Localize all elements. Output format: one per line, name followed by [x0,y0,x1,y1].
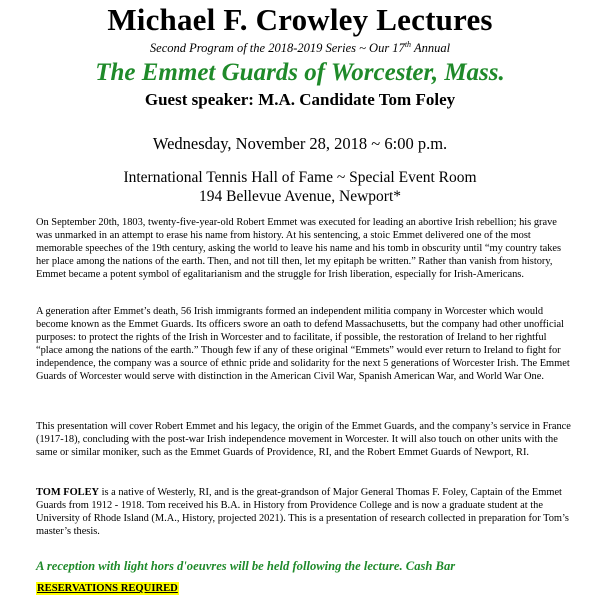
event-title: The Emmet Guards of Worcester, Mass. [95,59,505,86]
guest-speaker: Guest speaker: M.A. Candidate Tom Foley [144,90,456,109]
speaker-name: TOM FOLEY [36,487,100,498]
series-subtitle-main: Second Program of the 2018-2019 Series ~ Our 17 [149,41,405,55]
series-subtitle [0,41,600,56]
body-paragraph-presentation: This presentation will cover Robert Emmet and his legacy, the origin of the Emmet Guards, and the company’s service in France (1917-18), concluding with the post-war Irish independence movement in Worcester. It will also touch on other units with the same or similar moniker, such as the Emmet Guards of Providence, RI, and the Robert Emmet Guards of Newport, RI. [36,421,571,458]
series-subtitle-end: Annual [411,41,451,55]
body-paragraph-speaker-bio [36,486,572,538]
event-datetime: Wednesday, November 28, 2018 ~ 6:00 p.m. [152,134,448,153]
reception-note: A reception with light hors d'oeuvres will be held following the lecture. Cash Bar [36,559,456,573]
lecture-series-title: Michael F. Crowley Lectures [107,2,493,37]
speaker-bio-text: is a native of Westerly, RI, and is the great-grandson of Major General Thomas F. Foley, Captain of the Emmet Guards from 1912 - 1918. Tom received his B.A. in History from Providence College and is now a graduate student at the University of Rhode Island (M.A., History, projected 2021). This is a presentation of research collected in preparation for Tom’s master’s thesis. [36,487,569,537]
series-subtitle-ordinal: th [404,39,412,49]
body-paragraph-emmet: On September 20th, 1803, twenty-five-year-old Robert Emmet was executed for leading an abortive Irish rebellion; his grave was unmarked in an attempt to erase his name from history. At his sentencing, a stoic Emmet delivered one of the most memorable speeches of the 19th century, asking the world to leave his name and his tomb in obscurity until “my country takes her place among the nations of the earth. Then, and not till then, let my epitaph be written.” Rather than vanish from history, Emmet became a potent symbol of egalitarianism and the struggle for Irish liberation, especially for Irish-Americans. [36,217,562,280]
reservations-required: RESERVATIONS REQUIRED [37,583,178,594]
event-address: 194 Bellevue Avenue, Newport* [198,188,402,205]
event-venue: International Tennis Hall of Fame ~ Special Event Room [123,169,477,186]
body-paragraph-guards: A generation after Emmet’s death, 56 Irish immigrants formed an independent militia company in Worcester which would become known as the Emmet Guards. Its officers swore an oath to defend Massachusetts, but the company had other unofficial purposes: to protect the rights of the Irish in Worcester and to facilitate, if possible, the restoration of Ireland to her rightful “place among the nations of the earth.” Though few if any of these original “Emmets” would ever return to Ireland to fight for independence, the company was a source of ethnic pride and solidarity for the next 5 generations of Worcester Irish. The Emmet Guards of Worcester would serve with distinction in the American Civil War, Spanish American War, and World War One. [36,306,570,382]
